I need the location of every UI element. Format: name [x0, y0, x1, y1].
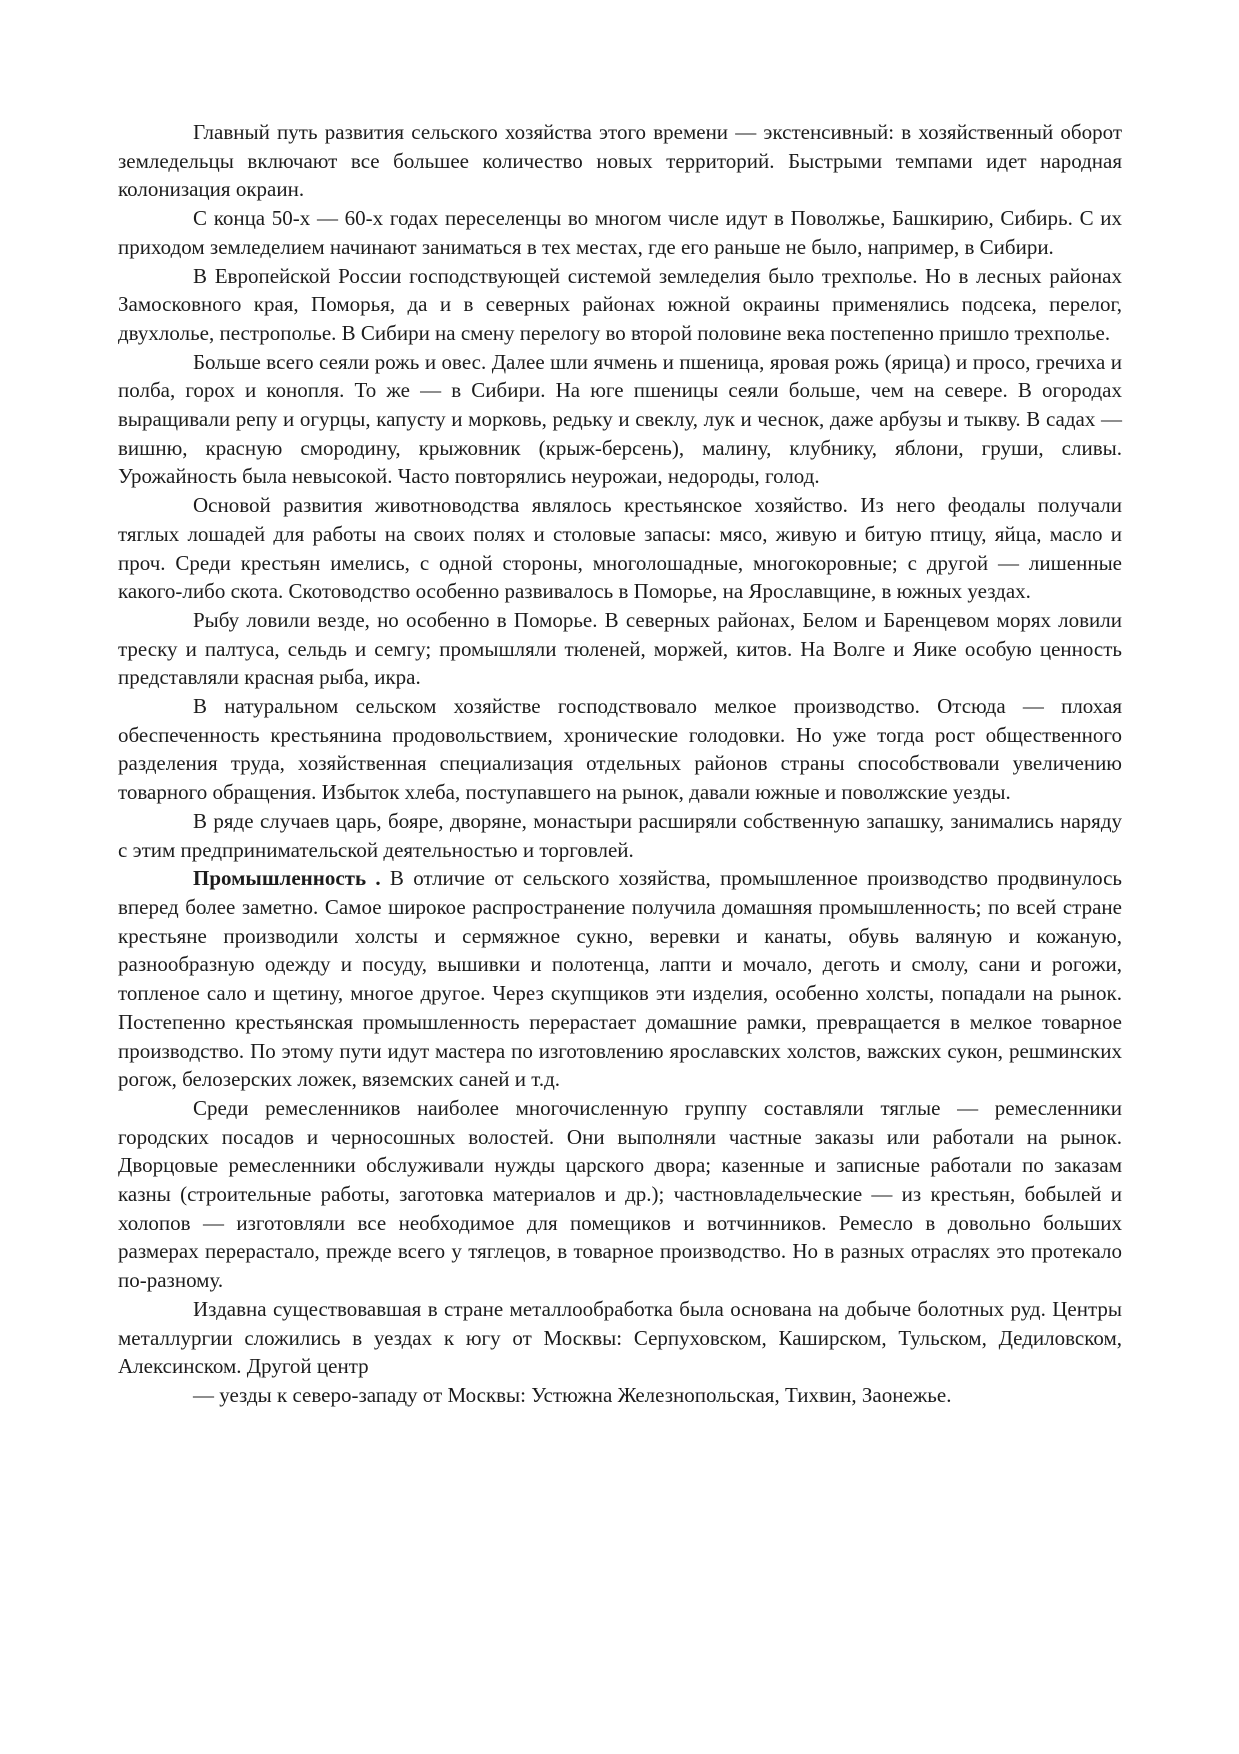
paragraph-northwest-centre: — уезды к северо-западу от Москвы: Устюжна Железнопольская, Тихвин, Заонежье.	[193, 1382, 952, 1407]
paragraph-industry	[118, 864, 1122, 1094]
paragraph-small-production: В натуральном сельском хозяйстве господствовало мелкое производство. Отсюда — плохая обеспеченность крестьянина продовольствием, хронические голодовки. Но уже тогда рост общественного разделения труда, хозяйственная специализация отдельных районов страны способствовали увеличению товарного обращения. Избыток хлеба, поступавшего на рынок, давали южные и поволжские уезды.	[118, 694, 1122, 805]
document-page	[118, 118, 1122, 1410]
paragraph-three-field-system: В Европейской России господствующей системой земледелия было трехполье. Но в лесных районах Замосковного края, Поморья, да и в северных районах южной окраины применялись подсека, перелог, двухлолье, пестрополье. В Сибири на смену перелогу во второй половине века постепенно пришло трехполье.	[118, 263, 1122, 345]
paragraph-craftsmen: Среди ремесленников наиболее многочисленную группу составляли тяглые — ремесленники городских посадов и черносошных волостей. Они выполняли частные заказы или работали на рынок. Дворцовые ремесленники обслуживали нужды царского двора; казенные и записные работали по заказам казны (строительные работы, заготовка материалов и др.); частновладельческие — из крестьян, бобылей и холопов — изготовляли все необходимое для помещиков и вотчинников. Ремесло в довольно больших размерах перерастало, прежде всего у тяглецов, в товарное производство. Но в разных отраслях это протекало по-разному.	[118, 1095, 1122, 1293]
paragraph-livestock: Основой развития животноводства являлось крестьянское хозяйство. Из него феодалы получали тяглых лошадей для работы на своих полях и столовые запасы: мясо, живую и битую птицу, яйца, масло и проч. Среди крестьян имелись, с одной стороны, многолошадные, многокоровные; с другой — лишенные какого-либо скота. Скотоводство особенно развивалось в Поморье, на Ярославщине, в южных уездах.	[118, 493, 1122, 604]
industry-heading: Промышленность .	[193, 866, 381, 891]
paragraph-fishing: Рыбу ловили везде, но особенно в Поморье. В северных районах, Белом и Баренцевом морях ловили треску и палтуса, сельдь и семгу; промышляли тюленей, моржей, китов. На Волге и Яике особую ценность представляли красная рыба, икра.	[118, 607, 1122, 690]
paragraph-migration: С конца 50-х — 60-х годах переселенцы во многом числе идут в Поволжье, Башкирию, Сибирь. С их приходом земледелием начинают заниматься в тех местах, где его раньше не было, например, в Сибири.	[118, 206, 1122, 259]
paragraph-crops: Больше всего сеяли рожь и овес. Далее шли ячмень и пшеница, яровая рожь (ярица) и просо, гречиха и полба, горох и конопля. То же — в Сибири. На юге пшеницы сеяли больше, чем на севере. В огородах выращивали репу и огурцы, капусту и морковь, редьку и свеклу, лук и чеснок, даже арбузы и тыкву. В садах — вишню, красную смородину, крыжовник (крыж-берсень), малину, клубнику, яблони, груши, сливы. Урожайность была невысокой. Часто повторялись неурожаи, недороды, голод.	[118, 349, 1122, 489]
paragraph-extensive-farming: Главный путь развития сельского хозяйства этого времени — экстенсивный: в хозяйственный оборот земледельцы включают все большее количество новых территорий. Быстрыми темпами идет народная колонизация окраин.	[118, 120, 1122, 202]
paragraph-metalworking: Издавна существовавшая в стране металлообработка была основана на добыче болотных руд. Центры металлургии сложились в уездах к югу от Москвы: Серпуховском, Каширском, Тульском, Дедиловском, Алексинском. Другой центр	[118, 1296, 1122, 1379]
paragraph-ploughland: В ряде случаев царь, бояре, дворяне, монастыри расширяли собственную запашку, занимались наряду с этим предпринимательской деятельностью и торговлей.	[118, 808, 1122, 862]
industry-text: В отличие от сельского хозяйства, промышленное производство продвинулось вперед более заметно. Самое широкое распространение получила домашняя промышленность; по всей стране крестьяне производили холсты и сермяжное сукно, веревки и канаты, обувь валяную и кожаную, разнообразную одежду и посуду, вышивки и полотенца, лапти и мочало, деготь и смолу, сани и рогожи, топленое сало и щетину, многое другое. Через скупщиков эти изделия, особенно холсты, попадали на рынок. Постепенно крестьянская промышленность перерастает домашние рамки, превращается в мелкое товарное производство. По этому пути идут мастера по изготовлению ярославских холстов, важских сукон, решминских рогож, белозерских ложек, вяземских саней и т.д.	[118, 866, 1122, 1092]
